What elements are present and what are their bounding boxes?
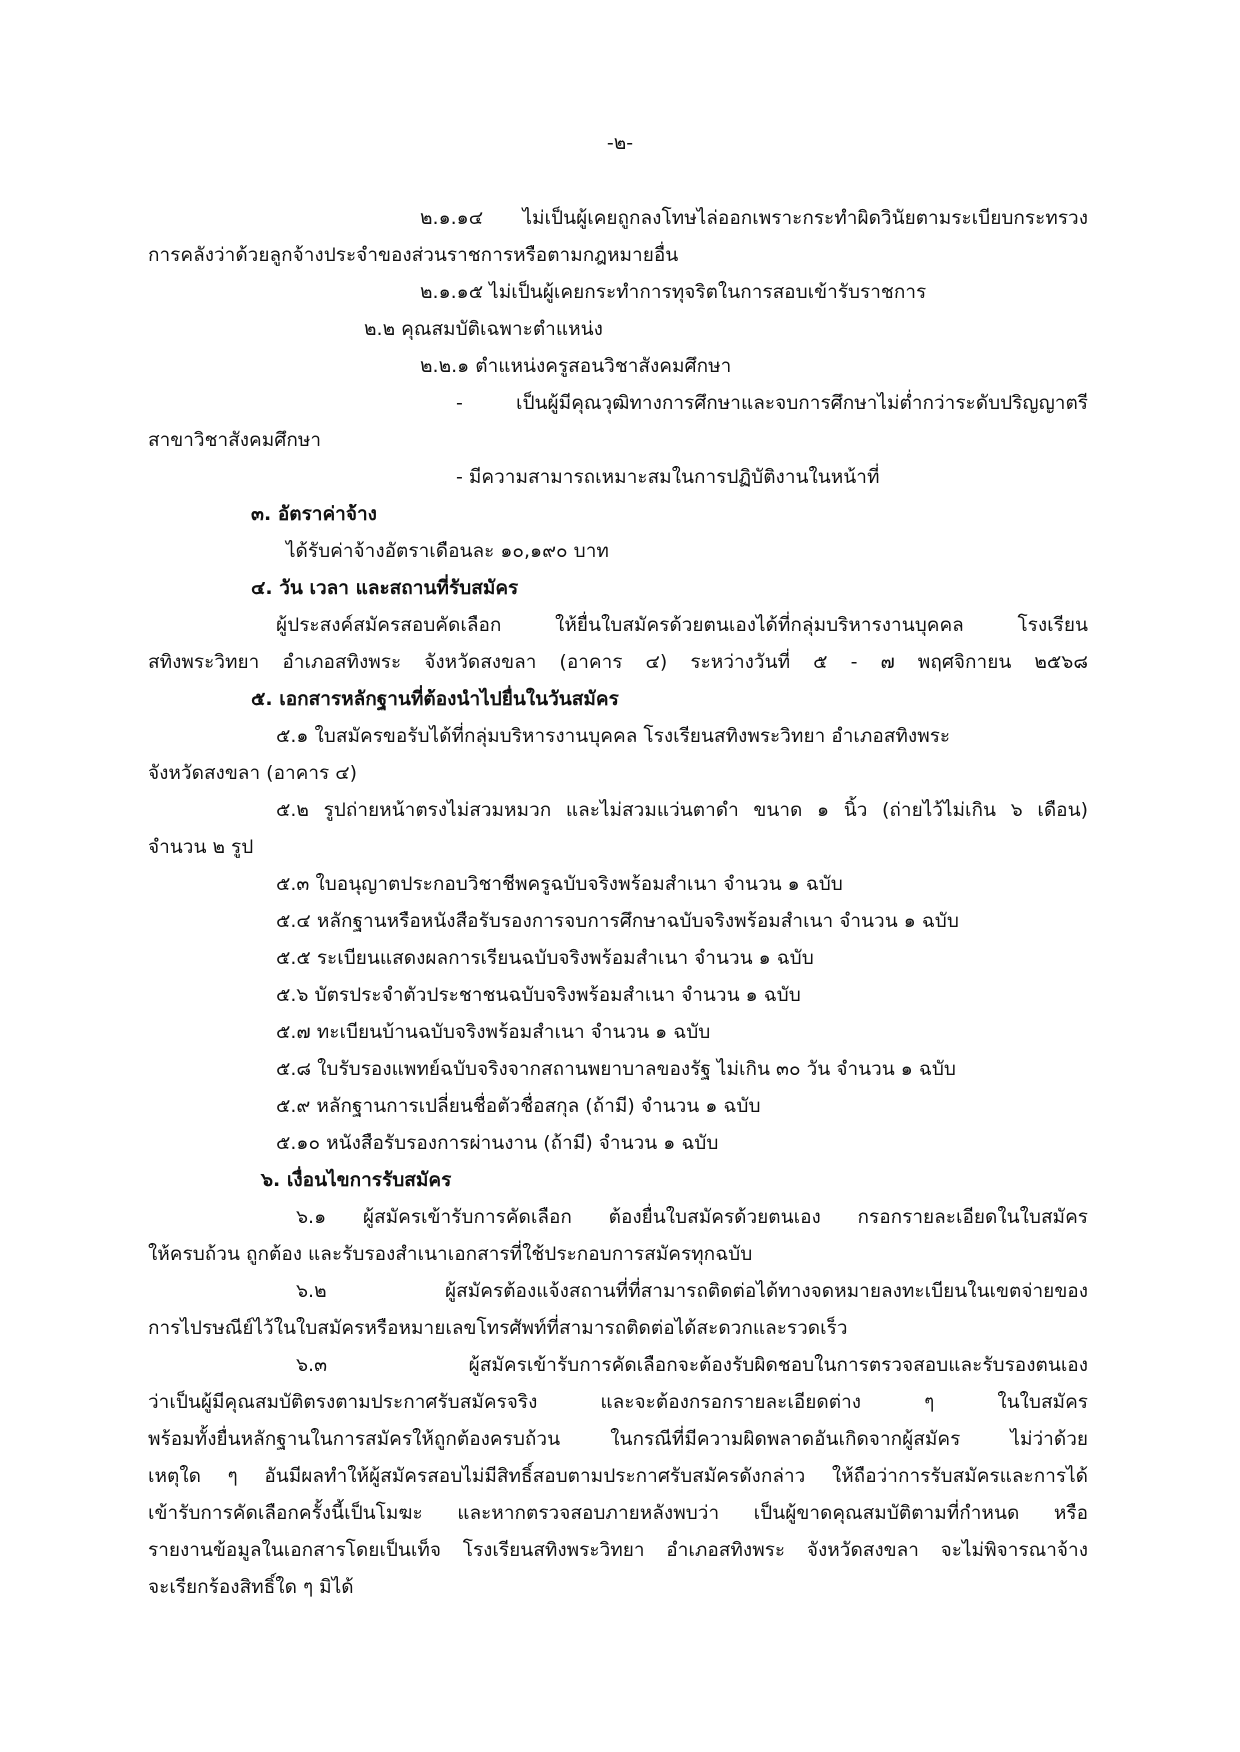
application-place: ผู้ประสงค์สมัครสอบคัดเลือก ให้ยื่นใบสมัครด้วยตนเองได้ที่กลุ่มบริหารงานบุคคล โรงเรียน [276, 614, 1088, 636]
document-5-9: ๕.๙ หลักฐานการเปลี่ยนชื่อตัวชื่อสกุล (ถ้ามี) จำนวน ๑ ฉบับ [276, 1095, 761, 1117]
condition-6-3-line-2: ว่าเป็นผู้มีคุณสมบัติตรงตามประกาศรับสมัครจริง และจะต้องกรอกรายละเอียดต่าง ๆ ในใบสมัคร [148, 1391, 1088, 1413]
document-5-3: ๕.๓ ใบอนุญาตประกอบวิชาชีพครูฉบับจริงพร้อมสำเนา จำนวน ๑ ฉบับ [276, 873, 843, 895]
page-number: -๒- [606, 132, 634, 154]
document-5-6: ๕.๖ บัตรประจำตัวประชาชนฉบับจริงพร้อมสำเนา จำนวน ๑ ฉบับ [276, 984, 801, 1006]
condition-6-3-line-4: เหตุใด ๆ อันมีผลทำให้ผู้สมัครสอบไม่มีสิทธิ์สอบตามประกาศรับสมัครดังกล่าว ให้ถือว่าการรับสมัครและการได้ [148, 1465, 1088, 1487]
requirement-ability: - มีความสามารถเหมาะสมในการปฏิบัติงานในหน้าที่ [456, 466, 880, 488]
condition-6-3: ๖.๓ ผู้สมัครเข้ารับการคัดเลือกจะต้องรับผิดชอบในการตรวจสอบและรับรองตนเอง [296, 1354, 1088, 1376]
condition-6-3-line-7: จะเรียกร้องสิทธิ์ใด ๆ มิได้ [148, 1576, 354, 1598]
document-5-1: ๕.๑ ใบสมัครขอรับได้ที่กลุ่มบริหารงานบุคคล โรงเรียนสทิงพระวิทยา อำเภอสทิงพระ [276, 725, 951, 747]
requirement-degree-cont: สาขาวิชาสังคมศึกษา [148, 429, 322, 451]
document-5-8: ๕.๘ ใบรับรองแพทย์ฉบับจริงจากสถานพยาบาลของรัฐ ไม่เกิน ๓๐ วัน จำนวน ๑ ฉบับ [276, 1058, 956, 1080]
condition-6-3-line-6: รายงานข้อมูลในเอกสารโดยเป็นเท็จ โรงเรียนสทิงพระวิทยา อำเภอสทิงพระ จังหวัดสงขลา จะไม่พิจารณาจ้าง [148, 1539, 1088, 1561]
condition-6-2: ๖.๒ ผู้สมัครต้องแจ้งสถานที่ที่สามารถติดต่อได้ทางจดหมายลงทะเบียนในเขตจ่ายของ [296, 1280, 1088, 1302]
section-3-heading: ๓. อัตราค่าจ้าง [251, 503, 377, 525]
clause-2-1-14-cont: การคลังว่าด้วยลูกจ้างประจำของส่วนราชการหรือตามกฎหมายอื่น [148, 244, 679, 266]
document-body [148, 200, 1088, 1606]
clause-2-2-heading: ๒.๒ คุณสมบัติเฉพาะตำแหน่ง [364, 318, 603, 340]
clause-2-2-1: ๒.๒.๑ ตำแหน่งครูสอนวิชาสังคมศึกษา [420, 355, 732, 377]
section-5-heading: ๕. เอกสารหลักฐานที่ต้องนำไปยื่นในวันสมัคร [251, 688, 619, 710]
section-6-heading: ๖. เงื่อนไขการรับสมัคร [261, 1169, 452, 1191]
condition-6-1: ๖.๑ ผู้สมัครเข้ารับการคัดเลือก ต้องยื่นใบสมัครด้วยตนเอง กรอกรายละเอียดในใบสมัคร [296, 1206, 1088, 1228]
document-5-4: ๕.๔ หลักฐานหรือหนังสือรับรองการจบการศึกษาฉบับจริงพร้อมสำเนา จำนวน ๑ ฉบับ [276, 910, 959, 932]
document-5-2-cont: จำนวน ๒ รูป [148, 836, 254, 858]
condition-6-3-line-5: เข้ารับการคัดเลือกครั้งนี้เป็นโมฆะ และหากตรวจสอบภายหลังพบว่า เป็นผู้ขาดคุณสมบัติตามที่กำหนด หรือ [148, 1502, 1088, 1524]
requirement-degree: - เป็นผู้มีคุณวุฒิทางการศึกษาและจบการศึกษาไม่ต่ำกว่าระดับปริญญาตรี [456, 392, 1088, 414]
document-5-10: ๕.๑๐ หนังสือรับรองการผ่านงาน (ถ้ามี) จำนวน ๑ ฉบับ [276, 1132, 719, 1154]
document-5-2: ๕.๒ รูปถ่ายหน้าตรงไม่สวมหมวก และไม่สวมแว่นตาดำ ขนาด ๑ นิ้ว (ถ่ายไว้ไม่เกิน ๖ เดือน) [276, 799, 1088, 821]
clause-2-1-14: ๒.๑.๑๔ ไม่เป็นผู้เคยถูกลงโทษไล่ออกเพราะกระทำผิดวินัยตามระเบียบกระทรวง [420, 207, 1088, 229]
condition-6-1-cont: ให้ครบถ้วน ถูกต้อง และรับรองสำเนาเอกสารที่ใช้ประกอบการสมัครทุกฉบับ [148, 1243, 753, 1265]
salary-text: ได้รับค่าจ้างอัตราเดือนละ ๑๐,๑๙๐ บาท [286, 540, 609, 562]
condition-6-3-line-3: พร้อมทั้งยื่นหลักฐานในการสมัครให้ถูกต้องครบถ้วน ในกรณีที่มีความผิดพลาดอันเกิดจากผู้สมัคร ไม่ว่าด้วย [148, 1428, 1088, 1450]
document-5-5: ๕.๕ ระเบียนแสดงผลการเรียนฉบับจริงพร้อมสำเนา จำนวน ๑ ฉบับ [276, 947, 814, 969]
clause-2-1-15: ๒.๑.๑๕ ไม่เป็นผู้เคยกระทำการทุจริตในการสอบเข้ารับราชการ [420, 281, 927, 303]
application-place-cont: สทิงพระวิทยา อำเภอสทิงพระ จังหวัดสงขลา (อาคาร ๔) ระหว่างวันที่ ๕ - ๗ พฤศจิกายน ๒๕๖๘ [148, 651, 1088, 673]
document-5-1-cont: จังหวัดสงขลา (อาคาร ๔) [148, 762, 358, 784]
section-4-heading: ๔. วัน เวลา และสถานที่รับสมัคร [251, 577, 519, 599]
document-5-7: ๕.๗ ทะเบียนบ้านฉบับจริงพร้อมสำเนา จำนวน ๑ ฉบับ [276, 1021, 711, 1043]
condition-6-2-cont: การไปรษณีย์ไว้ในใบสมัครหรือหมายเลขโทรศัพท์ที่สามารถติดต่อได้สะดวกและรวดเร็ว [148, 1317, 848, 1339]
